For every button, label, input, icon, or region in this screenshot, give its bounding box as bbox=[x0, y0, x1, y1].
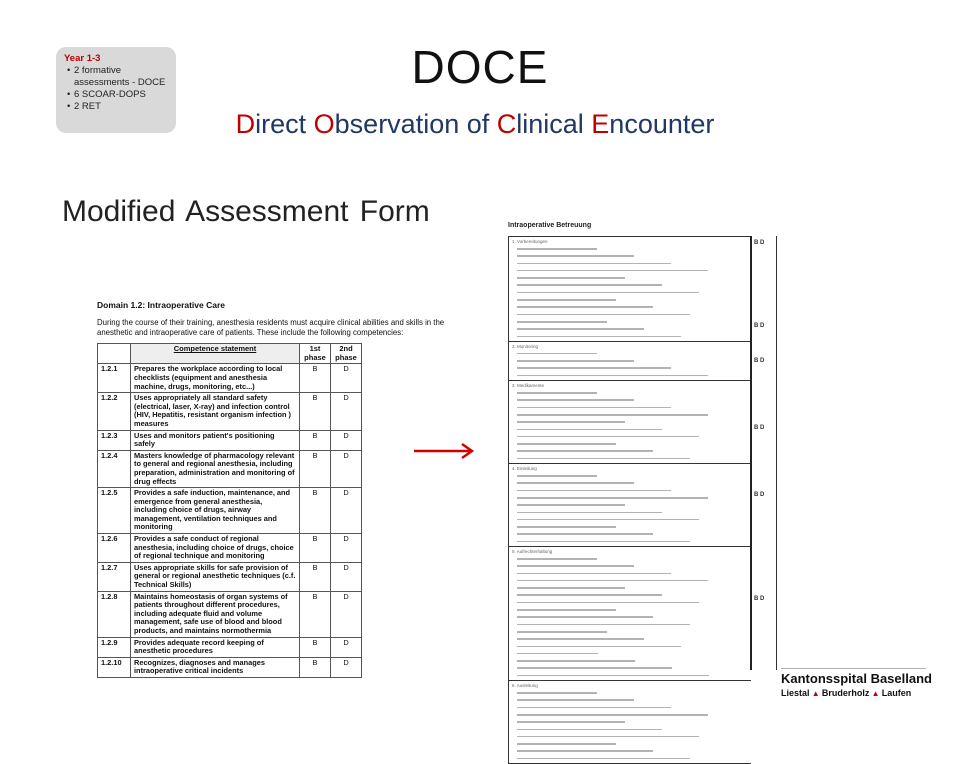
phase1-value: B bbox=[300, 657, 331, 677]
form-line bbox=[517, 443, 751, 448]
form-section bbox=[509, 547, 751, 681]
phase1-value: B bbox=[300, 450, 331, 487]
form-line bbox=[517, 497, 751, 502]
subtitle-initial: C bbox=[496, 109, 517, 139]
form-line bbox=[517, 375, 751, 380]
arrow-right-icon bbox=[412, 443, 482, 459]
form-title: Intraoperative Betreuung bbox=[508, 222, 592, 229]
form-section-heading: 5. Aufrechterhaltung bbox=[512, 548, 553, 554]
competence-statement: Uses and monitors patient's positioning safely bbox=[131, 430, 300, 450]
form-line bbox=[517, 594, 751, 599]
phase1-value: B bbox=[300, 430, 331, 450]
table-row bbox=[98, 637, 362, 657]
form-line bbox=[517, 277, 751, 282]
phase2-value: D bbox=[331, 534, 362, 563]
form-section-heading: 1. Vorbereitungen bbox=[512, 239, 548, 244]
form-section bbox=[509, 342, 751, 381]
phase2-header: 2nd phase bbox=[331, 344, 362, 364]
form-line bbox=[517, 660, 751, 665]
form-line bbox=[517, 699, 751, 704]
form-line bbox=[517, 436, 751, 441]
table-row bbox=[98, 450, 362, 487]
competence-number: 1.2.10 bbox=[98, 657, 131, 677]
competence-statement: Provides a safe induction, maintenance, and emergence from general anesthesia, including choice of drugs, airway management, ventilation techniques and monitoring bbox=[131, 488, 300, 534]
form-line bbox=[517, 714, 751, 719]
form-line bbox=[517, 750, 751, 755]
competence-number: 1.2.7 bbox=[98, 562, 131, 591]
subtitle-text: linical bbox=[516, 109, 592, 139]
form-section-mark: B D bbox=[754, 358, 765, 365]
form-line bbox=[517, 429, 751, 434]
competence-table bbox=[97, 343, 362, 678]
form-section bbox=[509, 381, 751, 464]
year-list-item: • 6 SCOAR-DOPS bbox=[74, 89, 168, 101]
page-title: DOCE bbox=[411, 41, 549, 93]
form-section bbox=[509, 237, 751, 342]
phase1-value: B bbox=[300, 393, 331, 430]
form-section bbox=[509, 464, 751, 547]
form-line bbox=[517, 721, 751, 726]
form-section-heading: 3. Medikamente bbox=[512, 383, 545, 389]
form-line bbox=[517, 565, 751, 570]
competence-number: 1.2.1 bbox=[98, 364, 131, 393]
phase2-value: D bbox=[331, 488, 362, 534]
phase2-value: D bbox=[331, 450, 362, 487]
form-section-mark: B D bbox=[754, 596, 765, 603]
form-line bbox=[517, 314, 751, 319]
competence-number: 1.2.9 bbox=[98, 637, 131, 657]
phase2-value: D bbox=[331, 657, 362, 677]
table-row bbox=[98, 364, 362, 393]
form-line bbox=[517, 646, 751, 651]
phase1-value: B bbox=[300, 562, 331, 591]
domain-intro: During the course of their training, anesthesia residents must acquire clinical abilities and skills in the anesthetic and intraoperative care of patients. These include the following competencies: bbox=[97, 318, 445, 337]
subtitle-initial: O bbox=[313, 109, 335, 139]
triangle-icon: ▲ bbox=[869, 689, 882, 698]
subtitle-text: bservation of bbox=[334, 109, 497, 139]
form-line bbox=[517, 743, 751, 748]
logo-location: Bruderholz bbox=[821, 688, 870, 698]
subtitle-initial: D bbox=[235, 109, 256, 139]
domain-document bbox=[97, 300, 457, 678]
form-line bbox=[517, 736, 751, 741]
form-line bbox=[517, 360, 751, 365]
form-section-mark: B D bbox=[754, 492, 765, 499]
competence-statement: Uses appropriate skills for safe provision of general or regional anesthetic techniques (c.f. Technical Skills) bbox=[131, 562, 300, 591]
form-line bbox=[517, 248, 751, 253]
form-line bbox=[517, 616, 751, 621]
form-line bbox=[517, 758, 751, 763]
triangle-icon: ▲ bbox=[809, 689, 822, 698]
form-section bbox=[509, 681, 751, 764]
form-line bbox=[517, 675, 751, 680]
year-heading: Year 1-3 bbox=[64, 53, 101, 64]
form-line bbox=[517, 707, 751, 712]
subtitle-initial: E bbox=[591, 109, 610, 139]
form-section-mark: B D bbox=[754, 425, 765, 432]
form-line bbox=[517, 573, 751, 578]
form-section-heading: 4. Einleitung bbox=[512, 466, 537, 472]
competence-number: 1.2.8 bbox=[98, 591, 131, 637]
form-line bbox=[517, 299, 751, 304]
form-line bbox=[517, 729, 751, 734]
table-row bbox=[98, 534, 362, 563]
form-line bbox=[517, 407, 751, 412]
phase1-value: B bbox=[300, 364, 331, 393]
year-list-item: • 2 formative assessments - DOCE bbox=[74, 65, 168, 89]
competence-statement: Provides a safe conduct of regional anesthesia, including choice of drugs, choice of regional technique and monitoring bbox=[131, 534, 300, 563]
form-line bbox=[517, 263, 751, 268]
logo-locations bbox=[781, 688, 911, 698]
form-line bbox=[517, 392, 751, 397]
form-line bbox=[517, 541, 751, 546]
competence-statement: Prepares the workplace according to local checklists (equipment and anesthesia machine, drugs, monitoring, etc...) bbox=[131, 364, 300, 393]
form-line bbox=[517, 667, 751, 672]
phase2-value: D bbox=[331, 591, 362, 637]
table-row bbox=[98, 657, 362, 677]
form-line bbox=[517, 292, 751, 297]
form-line bbox=[517, 624, 751, 629]
phase2-value: D bbox=[331, 364, 362, 393]
form-line bbox=[517, 450, 751, 455]
phase1-value: B bbox=[300, 534, 331, 563]
form-section-mark: B D bbox=[754, 322, 765, 329]
form-column-divider-right bbox=[776, 236, 777, 670]
form-line bbox=[517, 609, 751, 614]
form-line bbox=[517, 336, 751, 341]
form-section-mark: B D bbox=[754, 240, 765, 246]
statement-header: Competence statement bbox=[131, 344, 300, 364]
logo-location: Liestal bbox=[781, 688, 810, 698]
form-section-heading: 6. Ausleitung bbox=[512, 683, 538, 689]
logo-location: Laufen bbox=[881, 688, 912, 698]
form-line bbox=[517, 367, 751, 372]
competence-statement: Recognizes, diagnoses and manages intraoperative critical incidents bbox=[131, 657, 300, 677]
form-line bbox=[517, 328, 751, 333]
form-line bbox=[517, 512, 751, 517]
year-list-item: • 2 RET bbox=[74, 101, 168, 113]
form-line bbox=[517, 587, 751, 592]
form-line bbox=[517, 631, 751, 636]
form-line bbox=[517, 490, 751, 495]
table-row bbox=[98, 591, 362, 637]
form-line bbox=[517, 482, 751, 487]
competence-statement: Maintains homeostasis of organ systems of patients throughout different procedures, including adequate fluid and volume management, safe use of blood and blood products, and maintains normothermia bbox=[131, 591, 300, 637]
form-line bbox=[517, 558, 751, 563]
form-line bbox=[517, 421, 751, 426]
num-header bbox=[98, 344, 131, 364]
form-sections bbox=[508, 236, 751, 764]
form-line bbox=[517, 270, 751, 275]
competence-number: 1.2.2 bbox=[98, 393, 131, 430]
phase1-value: B bbox=[300, 591, 331, 637]
logo-divider bbox=[781, 668, 926, 669]
form-line bbox=[517, 526, 751, 531]
form-line bbox=[517, 284, 751, 289]
form-line bbox=[517, 602, 751, 607]
form-line bbox=[517, 504, 751, 509]
table-row bbox=[98, 562, 362, 591]
form-line bbox=[517, 306, 751, 311]
assessment-form bbox=[508, 222, 778, 689]
phase1-value: B bbox=[300, 488, 331, 534]
modified-heading: Modified Assessment Form bbox=[62, 195, 430, 228]
form-line bbox=[517, 533, 751, 538]
form-line bbox=[517, 399, 751, 404]
form-line bbox=[517, 414, 751, 419]
form-line bbox=[517, 653, 751, 658]
table-row bbox=[98, 488, 362, 534]
logo-name: Kantonsspital Baselland bbox=[781, 671, 932, 686]
competence-statement: Masters knowledge of pharmacology relevant to general and regional anesthesia, including preparation, administration and monitoring of drug effects bbox=[131, 450, 300, 487]
competence-number: 1.2.6 bbox=[98, 534, 131, 563]
form-line bbox=[517, 458, 751, 463]
form-line bbox=[517, 321, 751, 326]
domain-title: Domain 1.2: Intraoperative Care bbox=[97, 300, 226, 310]
phase2-value: D bbox=[331, 393, 362, 430]
phase1-value: B bbox=[300, 637, 331, 657]
phase2-value: D bbox=[331, 430, 362, 450]
competence-number: 1.2.5 bbox=[98, 488, 131, 534]
form-line bbox=[517, 580, 751, 585]
competence-number: 1.2.3 bbox=[98, 430, 131, 450]
table-row bbox=[98, 430, 362, 450]
phase1-header: 1st phase bbox=[300, 344, 331, 364]
form-line bbox=[517, 519, 751, 524]
form-line bbox=[517, 692, 751, 697]
form-line bbox=[517, 255, 751, 260]
competence-statement: Provides adequate record keeping of anesthetic procedures bbox=[131, 637, 300, 657]
subtitle-text: irect bbox=[255, 109, 314, 139]
phase2-value: D bbox=[331, 637, 362, 657]
phase2-value: D bbox=[331, 562, 362, 591]
competence-statement: Uses appropriately all standard safety (electrical, laser, X-ray) and infection control (HIV, Hepatitis, resistant organism infection ) measures bbox=[131, 393, 300, 430]
form-section-heading: 2. Monitoring bbox=[512, 343, 539, 349]
form-column-divider bbox=[750, 236, 752, 670]
form-line bbox=[517, 353, 751, 358]
table-row bbox=[98, 393, 362, 430]
competence-number: 1.2.4 bbox=[98, 450, 131, 487]
form-line bbox=[517, 638, 751, 643]
page-subtitle bbox=[195, 109, 755, 140]
subtitle-text: ncounter bbox=[609, 109, 715, 139]
form-line bbox=[517, 475, 751, 480]
